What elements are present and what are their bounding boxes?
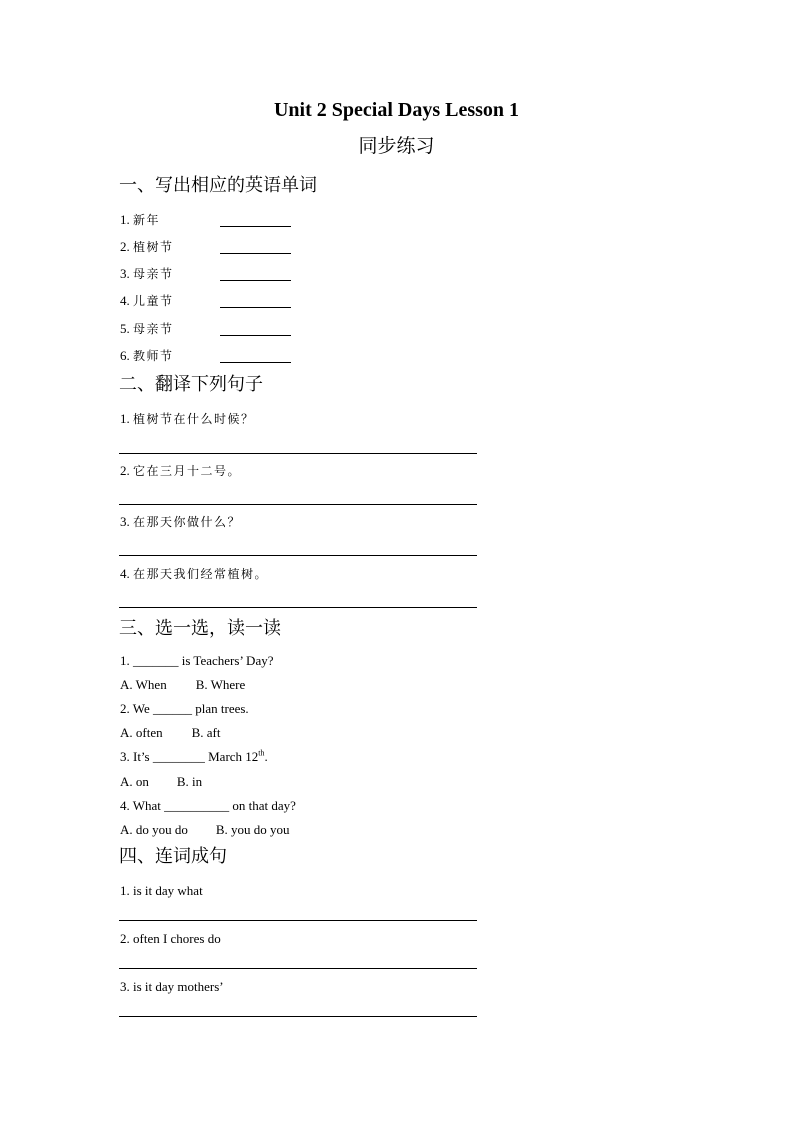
answer-blank[interactable] bbox=[220, 226, 291, 227]
item-text: 儿童节 bbox=[133, 294, 174, 308]
answer-line[interactable] bbox=[119, 968, 477, 969]
option-a[interactable]: A. When bbox=[120, 677, 167, 692]
section4-item-2: 2. often I chores do bbox=[120, 931, 221, 946]
section4-heading: 四、连词成句 bbox=[119, 846, 227, 867]
section1-item-5 bbox=[120, 320, 174, 338]
section2-item-4 bbox=[120, 565, 268, 583]
section2-heading: 二、翻译下列句子 bbox=[119, 374, 263, 395]
section1-item-1 bbox=[120, 211, 160, 229]
item-text: 它在三月十二号。 bbox=[133, 464, 242, 478]
answer-line[interactable] bbox=[119, 504, 477, 505]
section4-item-1: 1. is it day what bbox=[120, 883, 203, 898]
item-text: 新年 bbox=[133, 213, 161, 227]
answer-blank[interactable] bbox=[220, 335, 291, 336]
answer-blank[interactable] bbox=[220, 307, 291, 308]
item-text: 母亲节 bbox=[133, 322, 174, 336]
page-subtitle: 同步练习 bbox=[358, 135, 435, 157]
item-text: 母亲节 bbox=[133, 267, 174, 281]
item-number: 2. bbox=[120, 239, 130, 254]
page-title: Unit 2 Special Days Lesson 1 bbox=[273, 99, 520, 121]
ordinal-suffix: th bbox=[258, 748, 265, 758]
item-number: 3. bbox=[120, 514, 130, 529]
item-number: 4. bbox=[120, 566, 130, 581]
item-text: 植树节在什么时候？ bbox=[133, 412, 255, 426]
section3-heading: 三、选一选，读一读 bbox=[119, 618, 281, 639]
item-number: 3. bbox=[120, 266, 130, 281]
section2-item-1 bbox=[120, 410, 255, 428]
item-number: 1. bbox=[120, 212, 130, 227]
option-a[interactable]: A. often bbox=[120, 725, 163, 740]
answer-line[interactable] bbox=[119, 920, 477, 921]
question-text: 3. It’s ________ March 12 bbox=[120, 749, 259, 764]
options-3 bbox=[120, 773, 202, 791]
item-number: 4. bbox=[120, 293, 130, 308]
section1-heading: 一、写出相应的英语单词 bbox=[119, 175, 317, 196]
answer-line[interactable] bbox=[119, 607, 477, 608]
section1-item-2 bbox=[120, 238, 174, 256]
option-b[interactable]: B. in bbox=[176, 774, 203, 789]
section2-item-3 bbox=[120, 513, 241, 531]
item-text: 教师节 bbox=[133, 349, 174, 363]
section2-item-2 bbox=[120, 462, 241, 480]
item-text: 在那天我们经常植树。 bbox=[133, 567, 269, 581]
section1-item-4 bbox=[120, 292, 174, 310]
question-4: 4. What __________ on that day? bbox=[120, 798, 296, 813]
option-a[interactable]: A. on bbox=[120, 774, 149, 789]
question-3 bbox=[120, 748, 268, 766]
answer-line[interactable] bbox=[119, 555, 477, 556]
options-2 bbox=[120, 724, 221, 742]
option-b[interactable]: B. you do you bbox=[215, 822, 290, 837]
answer-line[interactable] bbox=[119, 1016, 477, 1017]
section4-item-3: 3. is it day mothers’ bbox=[120, 979, 224, 994]
section1-item-6 bbox=[120, 347, 174, 365]
options-4 bbox=[120, 821, 290, 839]
question-1: 1. _______ is Teachers’ Day? bbox=[120, 653, 274, 668]
item-number: 5. bbox=[120, 321, 130, 336]
section1-item-3 bbox=[120, 265, 174, 283]
answer-blank[interactable] bbox=[220, 362, 291, 363]
item-text: 在那天你做什么？ bbox=[133, 515, 242, 529]
item-number: 1. bbox=[120, 411, 130, 426]
option-a[interactable]: A. do you do bbox=[120, 822, 188, 837]
question-end: . bbox=[264, 749, 268, 764]
answer-blank[interactable] bbox=[220, 253, 291, 254]
answer-line[interactable] bbox=[119, 453, 477, 454]
item-number: 6. bbox=[120, 348, 130, 363]
option-b[interactable]: B. Where bbox=[195, 677, 246, 692]
item-text: 植树节 bbox=[133, 240, 174, 254]
item-number: 2. bbox=[120, 463, 130, 478]
options-1 bbox=[120, 676, 245, 694]
option-b[interactable]: B. aft bbox=[191, 725, 221, 740]
question-2: 2. We ______ plan trees. bbox=[120, 701, 249, 716]
answer-blank[interactable] bbox=[220, 280, 291, 281]
